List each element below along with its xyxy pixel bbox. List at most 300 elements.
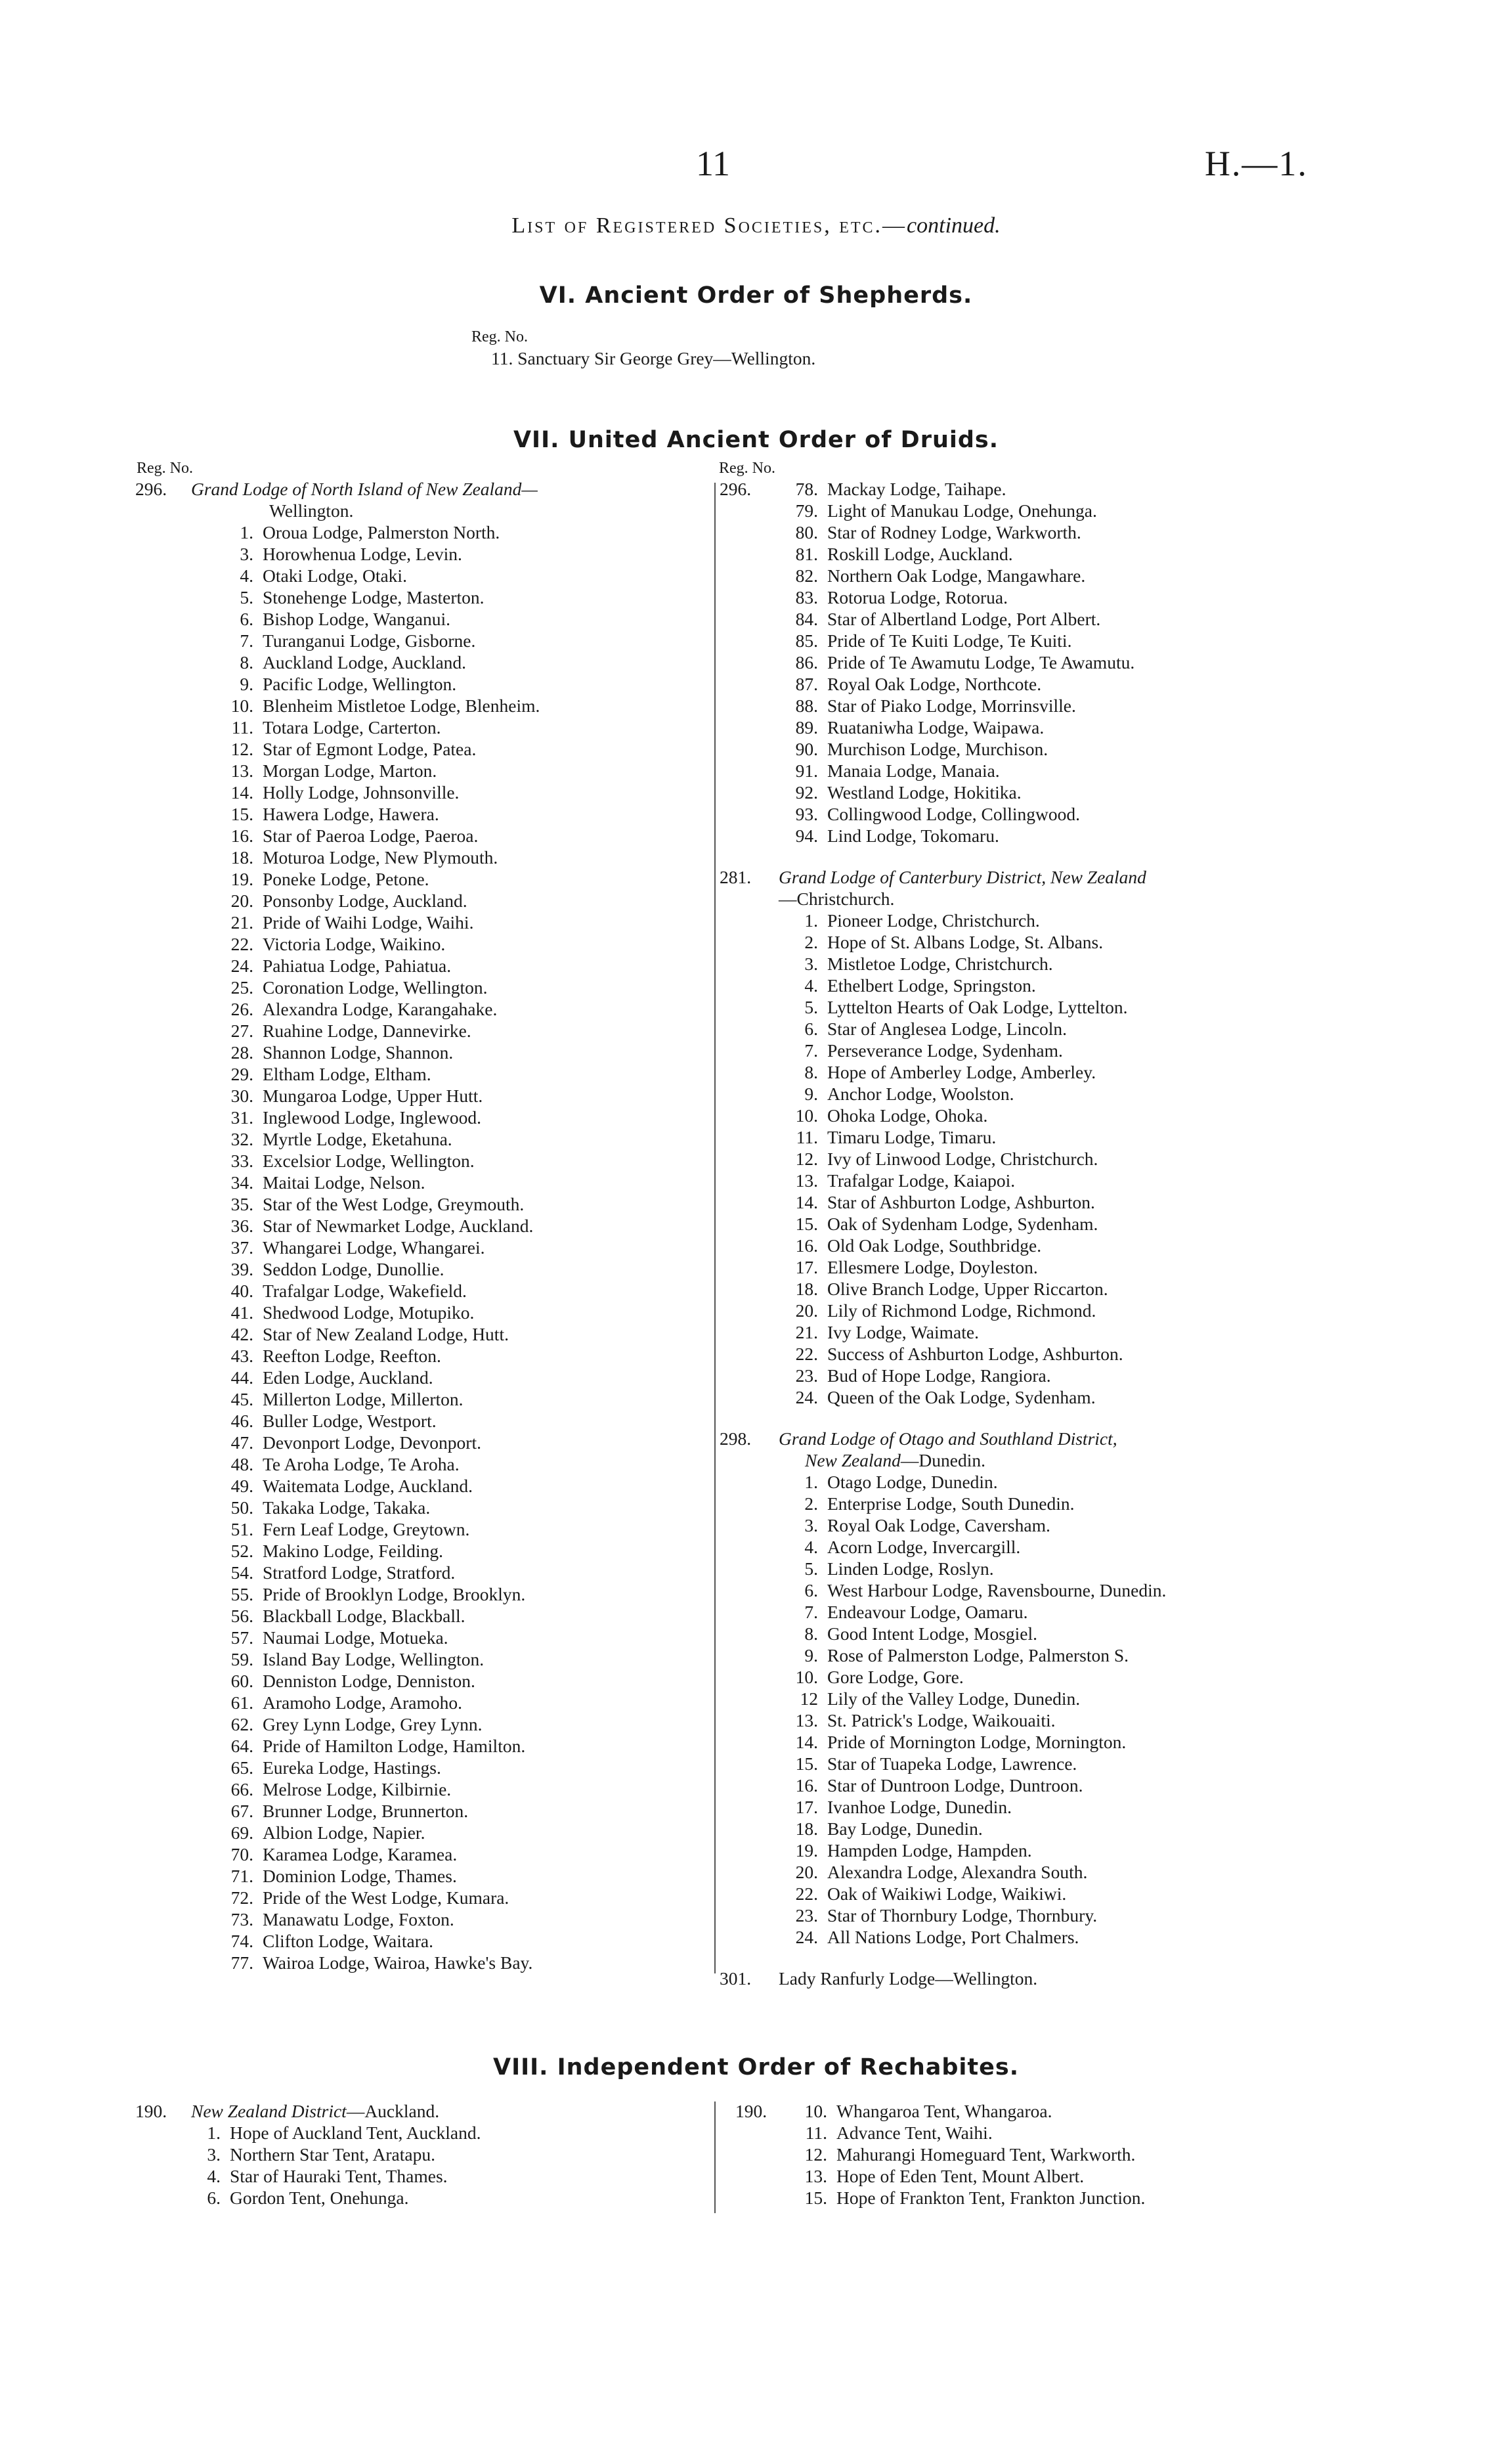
- entry-number: 13.: [804, 2166, 827, 2186]
- entry-name: Success of Ashburton Lodge, Ashburton.: [827, 1344, 1123, 1364]
- entry-name: Northern Oak Lodge, Mangawhare.: [827, 565, 1086, 586]
- entry-name: Mungaroa Lodge, Upper Hutt.: [263, 1086, 483, 1106]
- entry-name: Roskill Lodge, Auckland.: [827, 544, 1013, 564]
- entry-number: 47.: [230, 1432, 253, 1453]
- entry-name: Mahurangi Homeguard Tent, Warkworth.: [836, 2144, 1136, 2165]
- entry-number: 4.: [240, 565, 253, 586]
- entry-name: Lyttelton Hearts of Oak Lodge, Lyttelton.: [827, 997, 1128, 1017]
- lodge-entry: [720, 565, 1376, 586]
- lodge-entry: [720, 1126, 1376, 1148]
- reg-number: 301.: [720, 1968, 752, 1989]
- entry-number: 24.: [795, 1927, 818, 1947]
- entry-name: Takaka Lodge, Takaka.: [263, 1497, 431, 1518]
- lodge-title-cont-plain: —Dunedin.: [900, 1450, 985, 1470]
- entry-name: Denniston Lodge, Denniston.: [263, 1671, 475, 1691]
- entry-name: Hawera Lodge, Hawera.: [263, 804, 439, 824]
- entry-number: 40.: [230, 1281, 253, 1301]
- entry-number: 20.: [230, 891, 253, 911]
- entry-name: Morgan Lodge, Marton.: [263, 760, 437, 781]
- entry-number: 86.: [795, 652, 818, 672]
- entry-number: 88.: [795, 695, 818, 716]
- lodge-entry: [720, 1278, 1376, 1300]
- entry-name: Excelsior Lodge, Wellington.: [263, 1151, 475, 1171]
- lodge-entry: [135, 1215, 706, 1237]
- entry-number: 17.: [795, 1257, 818, 1277]
- lodge-entry: [720, 1213, 1376, 1235]
- entry-name: Otaki Lodge, Otaki.: [263, 565, 407, 586]
- entry-number: 10.: [230, 695, 253, 716]
- entry-name: Waitemata Lodge, Auckland.: [263, 1476, 473, 1496]
- entry-name: Pride of Hamilton Lodge, Hamilton.: [263, 1736, 526, 1756]
- tent-entry: [735, 2122, 1392, 2144]
- entry-name: Buller Lodge, Westport.: [263, 1411, 437, 1431]
- entry-name: Advance Tent, Waihi.: [836, 2123, 993, 2143]
- reg-number: [720, 543, 779, 565]
- grand-lodge-canterbury-heading: [720, 866, 1376, 888]
- entry-name: Pride of Mornington Lodge, Mornington.: [827, 1732, 1127, 1752]
- lodge-entry: [135, 1063, 706, 1085]
- section-viii-left-column: [135, 2100, 706, 2209]
- entry-number: 41.: [230, 1302, 253, 1323]
- entry-number: 4.: [804, 1537, 818, 1557]
- lodge-entry: [720, 1300, 1376, 1321]
- entry-name: Alexandra Lodge, Alexandra South.: [827, 1862, 1088, 1882]
- entry-name: Star of Tuapeka Lodge, Lawrence.: [827, 1753, 1077, 1774]
- lodge-entry: [720, 1796, 1376, 1818]
- entry-number: 25.: [230, 977, 253, 998]
- lodge-entry: [720, 931, 1376, 953]
- entry-name: Inglewood Lodge, Inglewood.: [263, 1107, 481, 1128]
- entry-number: 18.: [230, 847, 253, 868]
- entry-number: 35.: [230, 1194, 253, 1214]
- entry-number: 20.: [795, 1300, 818, 1321]
- entry-name: Naumai Lodge, Motueka.: [263, 1627, 448, 1648]
- lodge-entry: [135, 1540, 706, 1562]
- entry-name: Makino Lodge, Feilding.: [263, 1541, 443, 1561]
- entry-name: Manawatu Lodge, Foxton.: [263, 1909, 454, 1929]
- lodge-entry: [720, 521, 1376, 543]
- entry-number: 33.: [230, 1151, 253, 1171]
- lodge-entry: [720, 608, 1376, 630]
- section-vii-regno-right: Reg. No.: [719, 460, 775, 477]
- lodge-entry: [720, 1601, 1376, 1623]
- entry-name: Lily of Richmond Lodge, Richmond.: [827, 1300, 1096, 1321]
- lodge-title: Grand Lodge of Otago and Southland District,: [779, 1428, 1117, 1449]
- entry-number: 51.: [230, 1519, 253, 1539]
- lodge-entry: [135, 912, 706, 933]
- lodge-entry: [720, 738, 1376, 760]
- lodge-entry: [720, 1883, 1376, 1904]
- entry-name: Ellesmere Lodge, Doyleston.: [827, 1257, 1038, 1277]
- entry-number: 15.: [230, 804, 253, 824]
- lodge-entry: [720, 673, 1376, 695]
- entry-name: Shedwood Lodge, Motupiko.: [263, 1302, 475, 1323]
- entry-number: 6.: [240, 609, 253, 629]
- entry-name: Enterprise Lodge, South Dunedin.: [827, 1493, 1075, 1514]
- entry-name: Star of Piako Lodge, Morrinsville.: [827, 695, 1076, 716]
- entry-name: Alexandra Lodge, Karangahake.: [263, 999, 498, 1019]
- entry-name: Pride of Te Awamutu Lodge, Te Awamutu.: [827, 652, 1135, 672]
- entry-number: 34.: [230, 1172, 253, 1193]
- entry-name: Otago Lodge, Dunedin.: [827, 1472, 998, 1492]
- lodge-entry: [135, 1432, 706, 1453]
- entry-number: 30.: [230, 1086, 253, 1106]
- canterbury-lodge-list: [720, 910, 1376, 1408]
- entry-name: Ruataniwha Lodge, Waipawa.: [827, 717, 1045, 737]
- lodge-entry: [135, 1627, 706, 1648]
- entry-number: 12.: [804, 2144, 827, 2165]
- lodge-entry: [720, 651, 1376, 673]
- entry-number: 9.: [804, 1645, 818, 1665]
- entry-name: Turanganui Lodge, Gisborne.: [263, 630, 476, 651]
- lodge-entry: [720, 953, 1376, 975]
- entry-name: Endeavour Lodge, Oamaru.: [827, 1602, 1028, 1622]
- reg-number: 296.: [720, 479, 752, 499]
- reg-number: 298.: [720, 1428, 752, 1449]
- district-title-italic: New Zealand District: [191, 2101, 347, 2121]
- entry-name: Mistletoe Lodge, Christchurch.: [827, 954, 1053, 974]
- entry-name: Ruahine Lodge, Dannevirke.: [263, 1021, 471, 1041]
- entry-name: Reefton Lodge, Reefton.: [263, 1346, 441, 1366]
- entry-number: 24.: [795, 1387, 818, 1407]
- entry-number: 94.: [795, 825, 818, 846]
- grand-lodge-otago-heading: [720, 1428, 1376, 1449]
- reg-number: [720, 500, 779, 521]
- reg-number: [720, 760, 779, 781]
- entry-number: 1.: [804, 910, 818, 931]
- lodge-entry: [135, 998, 706, 1020]
- lodge-entry: [720, 695, 1376, 716]
- reg-number: [720, 521, 779, 543]
- entry-name: Poneke Lodge, Petone.: [263, 869, 429, 889]
- lodge-entry: [135, 565, 706, 586]
- entry-number: 49.: [230, 1476, 253, 1496]
- entry-number: 19.: [230, 869, 253, 889]
- reg-number: [720, 695, 779, 716]
- lodge-entry: [135, 543, 706, 565]
- lodge-entry: [135, 1410, 706, 1432]
- lodge-entry: [135, 1735, 706, 1757]
- entry-name: Karamea Lodge, Karamea.: [263, 1844, 458, 1864]
- entry-number: 22.: [795, 1344, 818, 1364]
- tent-entry: [135, 2144, 706, 2165]
- entry-number: 14.: [230, 782, 253, 803]
- lodge-entry: [135, 630, 706, 651]
- entry-number: 74.: [230, 1931, 253, 1951]
- entry-number: 8.: [804, 1062, 818, 1082]
- entry-number: 16.: [230, 825, 253, 846]
- tent-entry: [735, 2100, 1392, 2122]
- lodge-entry: [135, 1085, 706, 1107]
- entry-name: Melrose Lodge, Kilbirnie.: [263, 1779, 452, 1799]
- lodge-entry: [720, 1148, 1376, 1170]
- entry-number: 13.: [795, 1710, 818, 1730]
- section-vii-title: VII. United Ancient Order of Druids.: [513, 427, 999, 453]
- entry-name: Blackball Lodge, Blackball.: [263, 1606, 465, 1626]
- entry-number: 2.: [804, 932, 818, 952]
- page-number: 11: [696, 144, 730, 183]
- lodge-entry: [720, 1926, 1376, 1948]
- entry-name: Anchor Lodge, Woolston.: [827, 1084, 1014, 1104]
- tent-list-continued: [735, 2100, 1392, 2209]
- lodge-entry: [135, 695, 706, 716]
- entry-name: Pride of the West Lodge, Kumara.: [263, 1887, 509, 1908]
- entry-number: 36.: [230, 1216, 253, 1236]
- lodge-entry: [720, 1861, 1376, 1883]
- lodge-entry: [720, 1321, 1376, 1343]
- entry-name: Island Bay Lodge, Wellington.: [263, 1649, 485, 1669]
- entry-name: Star of New Zealand Lodge, Hutt.: [263, 1324, 509, 1344]
- entry-number: 70.: [230, 1844, 253, 1864]
- lodge-entry: [720, 1579, 1376, 1601]
- section-vi-regno-label: Reg. No.: [471, 328, 528, 345]
- entry-name: Dominion Lodge, Thames.: [263, 1866, 457, 1886]
- entry-name: Rotorua Lodge, Rotorua.: [827, 587, 1008, 607]
- entry-number: 19.: [795, 1840, 818, 1860]
- entry-number: 12.: [230, 739, 253, 759]
- entry-number: 85.: [795, 630, 818, 651]
- entry-number: 7.: [240, 630, 253, 651]
- otago-lodge-list: [720, 1471, 1376, 1948]
- entry-name: Ivy of Linwood Lodge, Christchurch.: [827, 1149, 1098, 1169]
- entry-number: 62.: [230, 1714, 253, 1734]
- entry-name: Mackay Lodge, Taihape.: [827, 479, 1006, 499]
- grand-lodge-north-island-continued: [720, 478, 1376, 847]
- entry-number: 23.: [795, 1905, 818, 1926]
- entry-name: Fern Leaf Lodge, Greytown.: [263, 1519, 470, 1539]
- reg-number: 190.: [135, 2101, 167, 2121]
- lodge-entry: [135, 1670, 706, 1692]
- entry-number: 14.: [795, 1732, 818, 1752]
- lodge-entry: [135, 651, 706, 673]
- entry-name: Victoria Lodge, Waikino.: [263, 934, 446, 954]
- lodge-entry: [135, 955, 706, 977]
- entry-name: Totara Lodge, Carterton.: [263, 717, 441, 737]
- entry-number: 18.: [795, 1279, 818, 1299]
- reg-number: [720, 586, 779, 608]
- lodge-entry: [135, 1302, 706, 1323]
- tent-entry: [135, 2122, 706, 2144]
- entry-name: Hope of Frankton Tent, Frankton Junction.: [836, 2188, 1146, 2208]
- tent-entry: [735, 2165, 1392, 2187]
- entry-number: 21.: [795, 1322, 818, 1342]
- entry-number: 9.: [804, 1084, 818, 1104]
- entry-number: 11.: [805, 2123, 827, 2143]
- entry-number: 87.: [795, 674, 818, 694]
- entry-number: 59.: [230, 1649, 253, 1669]
- entry-number: 7.: [804, 1040, 818, 1061]
- lodge-entry: [720, 975, 1376, 996]
- lodge-entry: [135, 933, 706, 955]
- entry-number: 55.: [230, 1584, 253, 1604]
- entry-number: 7.: [804, 1602, 818, 1622]
- entry-name: Whangarei Lodge, Whangarei.: [263, 1237, 485, 1258]
- lodge-title-continuation: —Christchurch.: [779, 889, 895, 909]
- entry-number: 48.: [230, 1454, 253, 1474]
- entry-name: Pacific Lodge, Wellington.: [263, 674, 457, 694]
- entry-number: 91.: [795, 760, 818, 781]
- entry-name: Bud of Hope Lodge, Rangiora.: [827, 1365, 1051, 1386]
- entry-name: Coronation Lodge, Wellington.: [263, 977, 488, 998]
- entry-number: 12: [800, 1688, 818, 1709]
- entry-number: 37.: [230, 1237, 253, 1258]
- entry-name: Myrtle Lodge, Eketahuna.: [263, 1129, 452, 1149]
- lodge-entry: [720, 760, 1376, 781]
- entry-name: Pride of Brooklyn Lodge, Brooklyn.: [263, 1584, 526, 1604]
- entry-name: Oak of Sydenham Lodge, Sydenham.: [827, 1214, 1098, 1234]
- entry-number: 15.: [795, 1214, 818, 1234]
- lodge-entry: [135, 1865, 706, 1887]
- entry-number: 92.: [795, 782, 818, 803]
- entry-name: Eureka Lodge, Hastings.: [263, 1757, 441, 1778]
- entry-name: Gordon Tent, Onehunga.: [230, 2188, 409, 2208]
- entry-number: 16.: [795, 1235, 818, 1256]
- entry-name: Murchison Lodge, Murchison.: [827, 739, 1048, 759]
- reg-number: [720, 716, 779, 738]
- lodge-entry: [720, 1386, 1376, 1408]
- lodge-entry: [720, 1688, 1376, 1709]
- entry-number: 3.: [240, 544, 253, 564]
- entry-number: 77.: [230, 1952, 253, 1973]
- entry-name: Pioneer Lodge, Christchurch.: [827, 910, 1040, 931]
- lodge-entry: [720, 910, 1376, 931]
- entry-name: All Nations Lodge, Port Chalmers.: [827, 1927, 1079, 1947]
- lodge-entry: [720, 1061, 1376, 1083]
- entry-name: Maitai Lodge, Nelson.: [263, 1172, 425, 1193]
- lodge-entry: [720, 586, 1376, 608]
- entry-number: 6.: [207, 2188, 221, 2208]
- entry-number: 17.: [795, 1797, 818, 1817]
- entry-name: Eltham Lodge, Eltham.: [263, 1064, 431, 1084]
- entry-number: 8.: [804, 1623, 818, 1644]
- entry-number: 56.: [230, 1606, 253, 1626]
- lodge-entry: [720, 825, 1376, 847]
- lodge-entry: [720, 1709, 1376, 1731]
- entry-name: Horowhenua Lodge, Levin.: [263, 544, 462, 564]
- entry-number: 82.: [795, 565, 818, 586]
- reg-number: [735, 2187, 781, 2209]
- entry-name: Royal Oak Lodge, Northcote.: [827, 674, 1042, 694]
- entry-name: Whangaroa Tent, Whangaroa.: [836, 2101, 1052, 2121]
- lodge-entry: [135, 1345, 706, 1367]
- lodge-entry: [720, 1256, 1376, 1278]
- entry-name: Trafalgar Lodge, Kaiapoi.: [827, 1170, 1016, 1191]
- entry-number: 80.: [795, 522, 818, 542]
- entry-number: 39.: [230, 1259, 253, 1279]
- lodge-entry: [720, 1471, 1376, 1493]
- lodge-entry: [720, 630, 1376, 651]
- lodge-entry: [135, 825, 706, 847]
- running-title-main: List of Registered Societies, etc.—: [511, 213, 907, 238]
- entry-number: 78.: [795, 479, 818, 499]
- entry-name: Ethelbert Lodge, Springston.: [827, 975, 1036, 996]
- entry-number: 12.: [795, 1149, 818, 1169]
- entry-name: West Harbour Lodge, Ravensbourne, Dunedin.: [827, 1580, 1167, 1600]
- entry-number: 5.: [240, 587, 253, 607]
- entry-name: Old Oak Lodge, Southbridge.: [827, 1235, 1042, 1256]
- lodge-entry: [135, 847, 706, 868]
- entry-number: 18.: [795, 1818, 818, 1839]
- lodge-entry: [720, 1558, 1376, 1579]
- entry-number: 57.: [230, 1627, 253, 1648]
- entry-number: 46.: [230, 1411, 253, 1431]
- entry-number: 83.: [795, 587, 818, 607]
- entry-name: Northern Star Tent, Aratapu.: [230, 2144, 435, 2165]
- reg-number: [720, 781, 779, 803]
- entry-name: Devonport Lodge, Devonport.: [263, 1432, 481, 1453]
- entry-name: Star of Albertland Lodge, Port Albert.: [827, 609, 1101, 629]
- lodge-title: Grand Lodge of Canterbury District, New Zealand: [779, 867, 1146, 887]
- entry-number: 69.: [230, 1822, 253, 1843]
- lodge-entry: [135, 977, 706, 998]
- lodge-entry: [135, 521, 706, 543]
- entry-name: Hope of Eden Tent, Mount Albert.: [836, 2166, 1085, 2186]
- entry-name: Star of Hauraki Tent, Thames.: [230, 2166, 448, 2186]
- lodge-entry: [720, 1191, 1376, 1213]
- running-title-continued: continued.: [907, 213, 1001, 238]
- entry-name: Bay Lodge, Dunedin.: [827, 1818, 983, 1839]
- entry-number: 28.: [230, 1042, 253, 1063]
- entry-number: 22.: [795, 1883, 818, 1904]
- lodge-title-continuation: [720, 1449, 1376, 1471]
- lodge-entry: [135, 738, 706, 760]
- lodge-entry: [135, 1150, 706, 1172]
- entry-number: 10.: [804, 2101, 827, 2121]
- entry-name: Ponsonby Lodge, Auckland.: [263, 891, 467, 911]
- entry-name: Oroua Lodge, Palmerston North.: [263, 522, 500, 542]
- entry-name: Star of Anglesea Lodge, Lincoln.: [827, 1019, 1068, 1039]
- entry-number: 22.: [230, 934, 253, 954]
- entry-number: 26.: [230, 999, 253, 1019]
- lodge-entry: [135, 1843, 706, 1865]
- entry-name: Rose of Palmerston Lodge, Palmerston S.: [827, 1645, 1129, 1665]
- entry-name: Millerton Lodge, Millerton.: [263, 1389, 464, 1409]
- lodge-entry: [720, 1839, 1376, 1861]
- tent-entry: [735, 2144, 1392, 2165]
- entry-number: 9.: [240, 674, 253, 694]
- reg-number: [720, 651, 779, 673]
- entry-number: 31.: [230, 1107, 253, 1128]
- entry-number: 27.: [230, 1021, 253, 1041]
- reg-number: 281.: [720, 867, 752, 887]
- entry-number: 6.: [804, 1019, 818, 1039]
- entry-number: 3.: [804, 954, 818, 974]
- entry-number: 23.: [795, 1365, 818, 1386]
- entry-number: 73.: [230, 1909, 253, 1929]
- entry-name: Hampden Lodge, Hampden.: [827, 1840, 1032, 1860]
- reg-number: [720, 673, 779, 695]
- entry-name: Westland Lodge, Hokitika.: [827, 782, 1022, 803]
- entry-name: Moturoa Lodge, New Plymouth.: [263, 847, 498, 868]
- entry-name: Lily of the Valley Lodge, Dunedin.: [827, 1688, 1081, 1709]
- entry-name: Albion Lodge, Napier.: [263, 1822, 425, 1843]
- entry-number: 65.: [230, 1757, 253, 1778]
- entry-name: Linden Lodge, Roslyn.: [827, 1558, 994, 1579]
- entry-number: 64.: [230, 1736, 253, 1756]
- lodge-entry: [720, 1235, 1376, 1256]
- entry-number: 71.: [230, 1866, 253, 1886]
- lodge-entry: [135, 716, 706, 738]
- district-title-plain: —Auckland.: [346, 2101, 440, 2121]
- lodge-entry: [135, 1757, 706, 1778]
- entry-name: Trafalgar Lodge, Wakefield.: [263, 1281, 467, 1301]
- lodge-entry: [720, 1170, 1376, 1191]
- lodge-entry: [135, 1605, 706, 1627]
- entry-number: 44.: [230, 1367, 253, 1388]
- entry-number: 4.: [207, 2166, 221, 2186]
- entry-name: Light of Manukau Lodge, Onehunga.: [827, 500, 1097, 521]
- lodge-title-cont-italic: New Zealand: [805, 1450, 901, 1470]
